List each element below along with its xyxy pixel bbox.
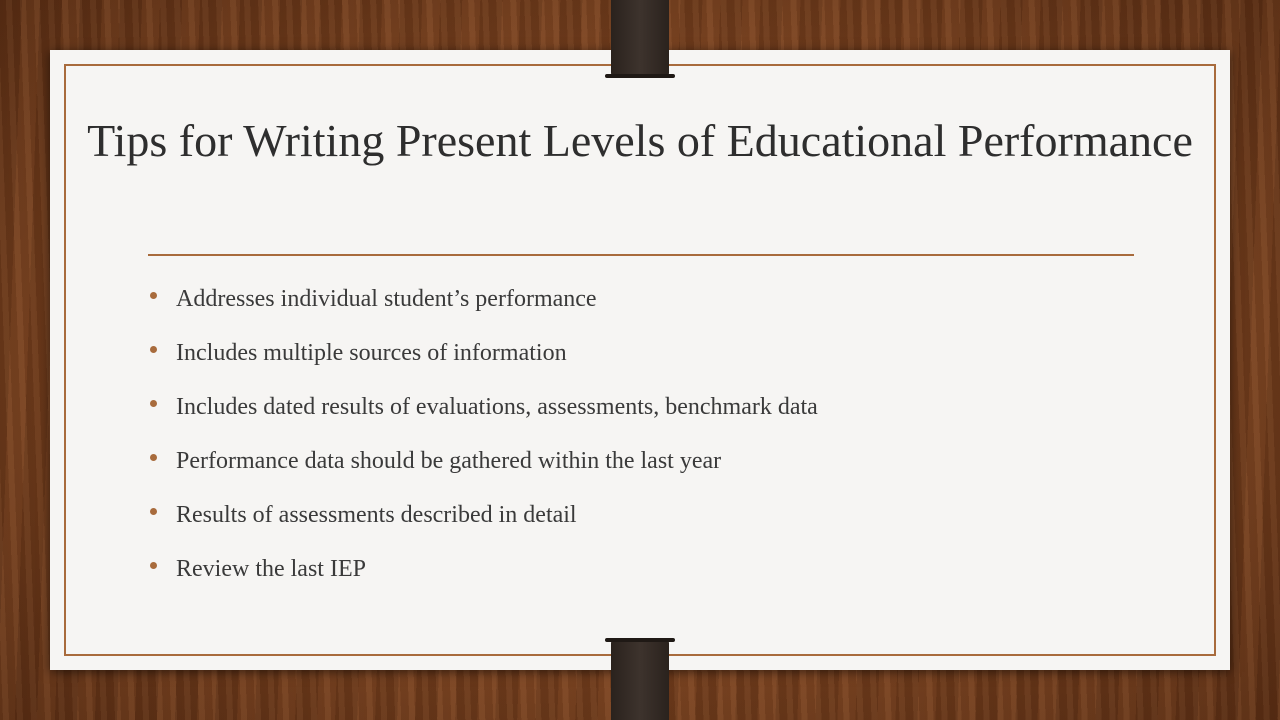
binder-clip-top-lip — [605, 74, 675, 78]
bullet-text: Includes dated results of evaluations, assessments, benchmark data — [176, 393, 818, 420]
bullet-item — [148, 380, 818, 434]
bullet-dot-icon — [150, 400, 157, 407]
bullet-text: Results of assessments described in detail — [176, 501, 577, 528]
bullet-dot-icon — [150, 508, 157, 515]
bullet-item — [148, 542, 818, 596]
bullet-text: Includes multiple sources of information — [176, 339, 567, 366]
bullet-dot-icon — [150, 292, 157, 299]
bullet-list — [148, 272, 818, 596]
bullet-item — [148, 488, 818, 542]
bullet-dot-icon — [150, 454, 157, 461]
bullet-item — [148, 272, 818, 326]
bullet-item — [148, 326, 818, 380]
slide-title: Tips for Writing Present Levels of Educational Performance — [87, 115, 1193, 166]
bullet-text: Review the last IEP — [176, 555, 366, 582]
bullet-text: Performance data should be gathered within the last year — [176, 447, 722, 474]
bullet-dot-icon — [150, 346, 157, 353]
binder-clip-bottom — [611, 640, 669, 720]
binder-clip-top — [611, 0, 669, 76]
bullet-dot-icon — [150, 562, 157, 569]
bullet-item — [148, 434, 818, 488]
title-divider — [148, 254, 1134, 256]
bullet-text: Addresses individual student’s performance — [176, 285, 597, 312]
binder-clip-bottom-lip — [605, 638, 675, 642]
